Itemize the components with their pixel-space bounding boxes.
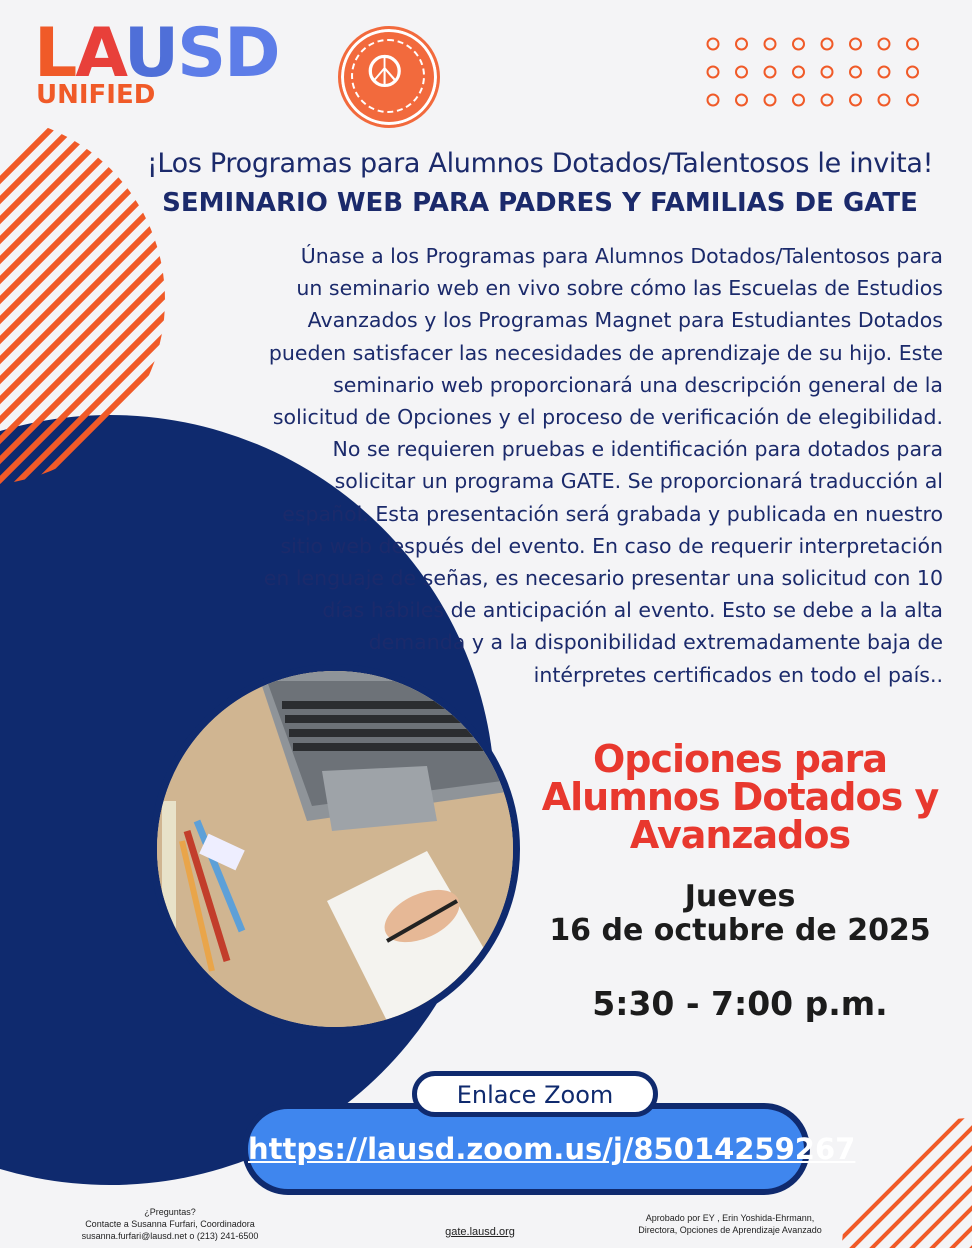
body-line: días hábiles de anticipación al evento. Esto se debe a la alta: [322, 598, 943, 623]
laptop-illustration: [157, 671, 513, 1027]
event-name-line: Avanzados: [629, 813, 851, 857]
event-name-line: Alumnos Dotados y: [541, 775, 939, 819]
body-line: Únase a los Programas para Alumnos Dotados/Talentosos para: [300, 244, 943, 268]
orange-dot-grid: [708, 39, 919, 106]
description-paragraph: [250, 240, 943, 691]
event-name: [520, 737, 960, 857]
dot: [850, 67, 861, 78]
event-time: 5:30 - 7:00 p.m.: [592, 984, 888, 1023]
dot: [765, 95, 776, 106]
questions-label: ¿Preguntas?: [144, 1207, 196, 1217]
dot: [879, 39, 890, 50]
dot: [793, 67, 804, 78]
dot: [850, 39, 861, 50]
dot: [736, 95, 747, 106]
page-title: ¡Los Programas para Alumnos Dotados/Talentosos le invita!: [146, 148, 934, 179]
body-line: en lenguaje de señas, es necesario presentar una solicitud con 10: [263, 566, 943, 591]
event-date-text: 16 de octubre de 2025: [549, 913, 931, 948]
peace-icon: ☮: [365, 47, 405, 98]
lausd-logo: LAUSD: [34, 14, 279, 93]
dot: [736, 39, 747, 50]
dot: [822, 67, 833, 78]
dot: [822, 39, 833, 50]
body-line: pueden satisfacer las necesidades de aprendizaje de su hijo. Este: [268, 340, 943, 365]
approval-note: [600, 1212, 860, 1236]
dot: [907, 39, 918, 50]
body-line: solicitar un programa GATE. Se proporcionará traducción al: [334, 469, 943, 494]
contact-info: [60, 1206, 280, 1242]
laptop-photo: [150, 664, 520, 1034]
body-line: Avanzados y los Programas Magnet para Estudiantes Dotados: [307, 308, 943, 333]
dot: [850, 95, 861, 106]
event-name-line: Opciones para: [592, 737, 888, 781]
approval-line: Aprobado por EY , Erin Yoshida-Ehrmann,: [645, 1213, 815, 1223]
dot: [907, 67, 918, 78]
dot: [736, 67, 747, 78]
event-date: [520, 880, 960, 948]
page-subtitle: SEMINARIO WEB PARA PADRES Y FAMILIAS DE GATE: [162, 188, 918, 218]
body-line: sitio web después del evento. En caso de requerir interpretación: [280, 533, 943, 558]
body-line: intérpretes certificados en todo el país..: [533, 662, 943, 687]
body-line: solicitud de Opciones y el proceso de verificación de elegibilidad.: [272, 405, 943, 430]
dot: [907, 95, 918, 106]
body-line: seminario web proporcionará una descripción general de la: [333, 372, 943, 397]
dot: [822, 95, 833, 106]
body-line: un seminario web en vivo sobre cómo las Escuelas de Estudios: [296, 276, 943, 301]
dot: [708, 39, 719, 50]
zoom-link[interactable]: https://lausd.zoom.us/j/85014259267: [242, 1103, 810, 1195]
contact-name: Contacte a Susanna Furfari, Coordinadora: [85, 1219, 255, 1229]
dot: [793, 95, 804, 106]
body-line: español. Esta presentación será grabada y publicada en nuestro: [282, 501, 943, 526]
dot: [708, 67, 719, 78]
body-line: demanda y a la disponibilidad extremadamente baja de: [368, 630, 943, 655]
logo-unified: UNIFIED: [36, 80, 156, 110]
approval-title: Directora, Opciones de Aprendizaje Avanzado: [638, 1225, 822, 1235]
body-line: No se requieren pruebas e identificación para dotados para: [332, 437, 943, 462]
contact-details[interactable]: susanna.furfari@lausd.net o (213) 241-6500: [81, 1231, 259, 1241]
event-day: Jueves: [684, 879, 796, 914]
dot: [793, 39, 804, 50]
dot: [879, 95, 890, 106]
dot: [765, 67, 776, 78]
zoom-label: Enlace Zoom: [412, 1071, 658, 1117]
dot: [765, 39, 776, 50]
peace-love-seal: [338, 26, 440, 128]
dot: [708, 95, 719, 106]
website-link[interactable]: gate.lausd.org: [445, 1226, 515, 1238]
dot: [879, 67, 890, 78]
